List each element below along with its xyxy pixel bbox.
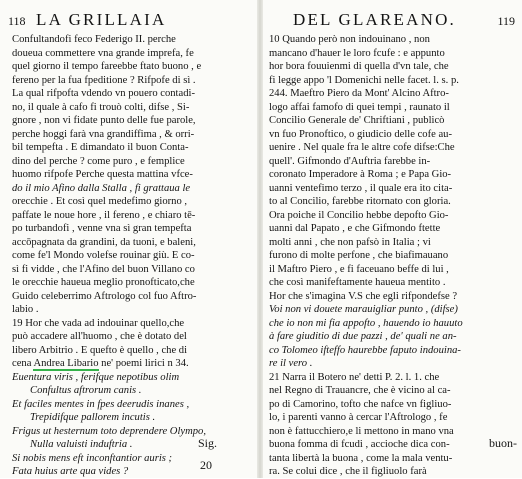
text-line: do il mio Afino dalla Stalla , fi grattaua le [12,182,191,194]
text-line: huomo rifpofe Perche questa mattina vfce- [12,169,193,180]
text-line: dino del perche ? come puro , e femplice [12,155,185,167]
text-line: Voi non vi douete marauigliar punto , (difse) [269,304,458,315]
text-line: perche hoggi farà vna grandiffima , & orri- [12,128,195,140]
text-line: 244. Maeftro Piero da Mont' Alcino Aftro- [269,88,449,99]
text-line: vn fuo Pronoftico, o giudicio delle cofe au- [269,128,452,140]
text-line: furono di molte perfone , che biafimauano [269,250,449,261]
text-line: Ora poiche il Concilio hebbe depofto Gio- [269,209,449,221]
text-line: re il vero . [269,358,313,369]
left-page-number: 118 [8,14,26,28]
latin-verse-line: Nulla valuisti induftria . [30,439,133,450]
citation-prefix: cena [12,358,32,369]
text-line: tanta libertà la buona , come la mala ventu- [269,452,453,464]
text-line: to al Concilio, farebbe ritornato con gloria. [269,196,451,207]
text-line: fi legge appo 'l Domenichi nelle facet. l. s. p. [269,74,459,86]
text-line: Hor che s'imagina V.S che egli rifpondefse ? [269,290,458,302]
left-page-header [8,10,248,30]
text-line: quell'. Gifmondo d'Auftria farebbe in- [269,155,431,167]
paragraph-19-citation-line [12,357,250,371]
paragraph-19-line: può accadere all'huomo , che è dotato del [12,331,187,342]
text-line: nel Regno di Trauancre, che è vicino al ca- [269,385,451,396]
text-line: ra. Se colui dice , che il figliuolo farà [269,466,427,477]
latin-verse-line: Frigus ut hesternum toto deprendere Olympo, [12,425,206,437]
citation-suffix: ne' poemi lirici n 34. [101,358,189,369]
text-line: uanni ventefimo terzo , il quale era ito cita- [269,182,453,194]
text-line: hor bora fouuienmi di quella d'vn tale, che [269,61,449,72]
text-line: uanni dal Papato , e che Gifmondo ftette [269,223,441,234]
signature-mark: Sig. [198,436,218,450]
text-line: bil tempefta . E dimandato il buon Conta- [12,142,189,153]
text-line: fereno per la fua fpeditione ? Rifpofe di sì . [12,74,196,86]
text-line: le orecchie haueua meglio pronofticato,che [12,277,195,288]
left-page-body [12,33,250,479]
text-line: Guido celeberrimo Aftrologo col fuo Aftro- [12,290,197,302]
text-line: accōpagnata da grandini, da tuoni, e baleni, [12,236,196,248]
text-line: logo affai famofo di quei tempi , raunato il [269,101,450,113]
text-line: co Tolomeo ifteffo haurebbe faputo indouina- [269,344,461,356]
catchword: buon- [489,436,517,450]
text-line: paffate le noue hore , il fereno , e chiaro tē- [12,209,196,221]
text-line: il Maftro Piero , e fi faceuano beffe di lui , [269,263,449,275]
latin-verse-line: Confultus aftrorum canis . [30,385,142,396]
text-line: molti anni , che non pafsò in Italia ; vi [269,236,431,248]
right-page [263,0,522,478]
text-line: come fe'l Mondo volefse rouinar giù. E co- [12,250,195,261]
text-line: orecchie . Et così quel medefimo giorno , [12,196,188,207]
latin-verse-line: Si nobis mens eft inconftantior auris ; [12,452,173,464]
left-running-head: LA GRILLAIA [36,10,167,29]
right-page-body [269,33,517,479]
text-line: La qual rifpofta vdendo vn pouero contadi- [12,88,195,99]
right-page-number: 119 [497,14,515,28]
text-line: lo, i parenti vanno à cercar l'Aftrologo , fe [269,412,448,423]
text-line: labio . [12,304,39,315]
text-line: uenire . Nel quale fra le altre cofe difse:Che [269,142,455,153]
footer-number: 20 [200,458,212,472]
text-line: che così manifeftamente haueua mentito . [269,277,446,288]
text-line: non è fattucchiero,e li mettono in mano vna [269,425,454,437]
text-line: 21 Narra il Botero ne' detti P. 2. l. 1. che [269,371,440,383]
paragraph-19-line: libero Arbitrio . E quefto è quello , che di [12,344,188,356]
text-line: à fare giuditio di due pazzi , de' quali ne an- [269,331,457,342]
right-page-header [273,10,515,30]
right-running-head: DEL GLAREANO. [293,10,457,29]
text-line: 10 Quando però non indouinano , non [269,34,430,45]
text-line: doueua commettere vna grande imprefa, fe [12,47,194,59]
text-line: che io non mi fia appofto , hauendo io hauuto [269,317,463,329]
text-line: Concilio Generale de' Chriftiani , publicò [269,115,445,126]
text-line: buona fomma di fcudi , accioche dica con- [269,439,450,450]
text-line: sì fi vidde , che l'Afino del buon Villano co [12,263,195,275]
paragraph-19-line: 19 Hor che vada ad indouinar quello,che [12,317,185,329]
latin-verse-line: Et faciles mentes in fpes deerudis inanes , [12,398,190,410]
text-line: mancano d'hauer le loro fcufe : e appunto [269,47,445,59]
text-line: no, il quale à cafo fi trouò colti, difse , Si- [12,101,190,113]
latin-verse-line: Trepidifque pallorem incutis . [30,412,156,423]
latin-verse-line: Fata huius arte qua vides ? [12,466,129,477]
text-line: po di Camorino, tofto che nafce vn figliuo- [269,398,452,410]
text-line: gnore , non vi fidate punto delle fue parole, [12,115,196,126]
latin-verse-line: Euentura viris , ferifque nepotibus olim [12,371,180,383]
text-line: po turbandofi , venne vna sì gran tempefta [12,223,192,234]
text-line: quel giorno il tempo fareebbe ftato buono , e [12,61,202,72]
highlighted-author-name: Andrea Libario [33,358,99,369]
left-page [0,0,257,478]
text-line: coronato Imperadore à Roma ; e Papa Gio- [269,169,452,180]
text-line: Confultandofi feco Federigo II. perche [12,34,176,45]
